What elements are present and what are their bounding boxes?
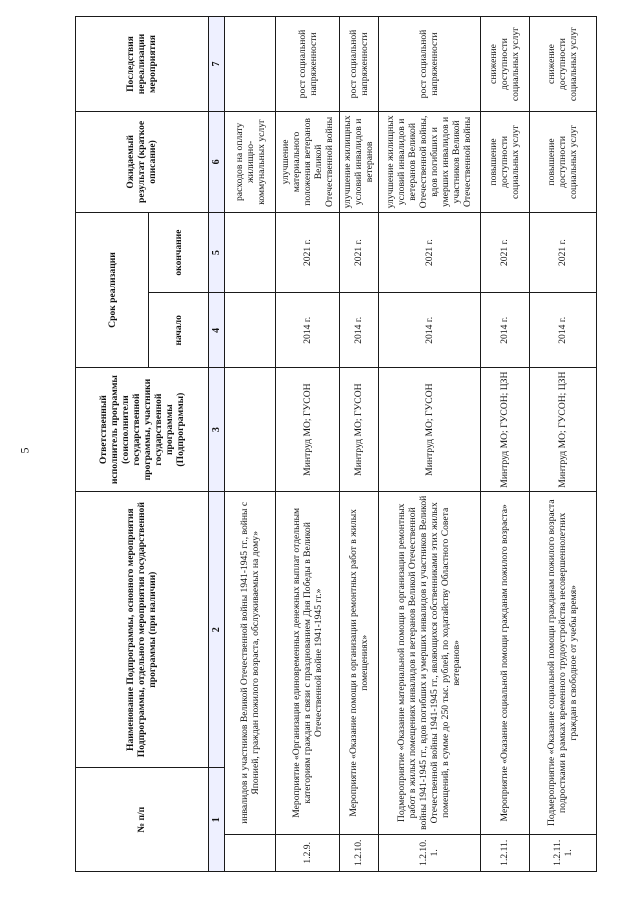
- header-row: [76, 17, 149, 872]
- row-name: Подмероприятие «Оказание материальной помощи в организации ремонтных работ в жилых помещениях инвалидов и ветеранов Великой Отечественной войны 1941-1945 гг., вдов погибших и умерших инвалидов и участников Великой Отечественной войны 1941-1945 гг., являющихся собственниками этих жилых помещений, в сумме до 250 тыс. рублей, по ходатайству Областного Совета ветеранов»: [378, 492, 480, 835]
- program-measures-table: [75, 16, 597, 872]
- row-start: 2014 г.: [276, 293, 339, 368]
- col-number-3: 3: [208, 368, 225, 492]
- row-name: Мероприятие «Оказание помощи в организации ремонтных работ в жилых помещениях»: [339, 492, 378, 835]
- row-consequences: рост социальной напряженности: [276, 17, 339, 112]
- header-responsible: Ответственный исполнитель программы (соисполнители государственной программы, участники государственной программы (Подпрограммы): [76, 368, 209, 492]
- col-number-7: 7: [208, 17, 225, 112]
- row-num: 1.2.9.: [276, 834, 339, 871]
- row-num: 1.2.10.: [339, 834, 378, 871]
- table-row: [225, 17, 276, 872]
- row-name: Мероприятие «Организация единовременных денежных выплат отдельным категориям граждан в связи с празднованием Дня Победы в Великой Отечественной войне 1941-1945 гг.»: [276, 492, 339, 835]
- row-consequences: снижение доступности социальных услуг: [529, 17, 596, 112]
- row-end: 2021 г.: [480, 212, 529, 293]
- column-number-row: [208, 17, 225, 872]
- row-result: улучшение жилищных условий инвалидов и ветеранов: [339, 112, 378, 213]
- row-responsible: Минтруд МО; ГУСОН: [276, 368, 339, 492]
- row-start: 2014 г.: [378, 293, 480, 368]
- header-result: Ожидаемый результат (краткое описание): [76, 112, 209, 213]
- table-row: [378, 17, 480, 872]
- col-number-5: 5: [208, 212, 225, 293]
- row-result: повышение доступности социальных услуг: [529, 112, 596, 213]
- row-start: 2014 г.: [529, 293, 596, 368]
- col-number-1: 1: [208, 768, 225, 872]
- row-start: 2014 г.: [480, 293, 529, 368]
- header-consequences: Последствия нереализации мероприятия: [76, 17, 209, 112]
- row-name: Подмероприятие «Оказание социальной помощи гражданам пожилого возраста подростками в рамках временного трудоустройства несовершеннолетних граждан в свободное от учебы время»: [529, 492, 596, 835]
- table-row: [276, 17, 339, 872]
- header-start: начало: [149, 293, 208, 368]
- table-row: [339, 17, 378, 872]
- row-responsible: Минтруд МО; ГУСОН; ЦЗН: [529, 368, 596, 492]
- row-num: 1.2.11.: [480, 834, 529, 871]
- row-start: [225, 293, 276, 368]
- header-name: Наименование Подпрограммы, основного мероприятия Подпрограммы, отдельного мероприятия государственной программы (при наличии): [76, 492, 209, 768]
- row-result: улучшение материального положения ветеранов Великой Отечественной войны: [276, 112, 339, 213]
- row-end: [225, 212, 276, 293]
- table-row: [529, 17, 596, 872]
- row-consequences: снижение доступности социальных услуг: [480, 17, 529, 112]
- header-term: Срок реализации: [76, 212, 149, 367]
- row-num: 1.2.11. 1.: [529, 834, 596, 871]
- row-responsible: Минтруд МО; ГУСОН: [339, 368, 378, 492]
- page-number: 5: [17, 447, 32, 454]
- header-end: окончание: [149, 212, 208, 293]
- row-consequences: рост социальной напряженности: [378, 17, 480, 112]
- row-end: 2021 г.: [529, 212, 596, 293]
- row-result: повышение доступности социальных услуг: [480, 112, 529, 213]
- row-responsible: [225, 368, 276, 492]
- row-end: 2021 г.: [378, 212, 480, 293]
- row-consequences: [225, 17, 276, 112]
- row-name: инвалидов и участников Великой Отечественной войны 1941-1945 гг., войны с Японией, граждан пожилого возраста, обслуживаемых на дому»: [225, 492, 276, 835]
- row-end: 2021 г.: [339, 212, 378, 293]
- col-number-2: 2: [208, 492, 225, 768]
- row-result: улучшение жилищных условий инвалидов и ветеранов Великой Отечественной войны, вдов погибших и умерших инвалидов и участников Великой Отечественной войны: [378, 112, 480, 213]
- row-num: [225, 834, 276, 871]
- row-start: 2014 г.: [339, 293, 378, 368]
- row-name: Мероприятие «Оказание социальной помощи гражданам пожилого возраста»: [480, 492, 529, 835]
- row-responsible: Минтруд МО; ГУСОН; ЦЗН: [480, 368, 529, 492]
- table-row: [480, 17, 529, 872]
- row-result: расходов на оплату жилищно-коммунальных услуг: [225, 112, 276, 213]
- row-responsible: Минтруд МО; ГУСОН: [378, 368, 480, 492]
- rotated-document-table-wrapper: [75, 16, 597, 872]
- row-consequences: рост социальной напряженности: [339, 17, 378, 112]
- row-num: 1.2.10. 1.: [378, 834, 480, 871]
- header-num: № п/п: [76, 768, 209, 872]
- row-end: 2021 г.: [276, 212, 339, 293]
- col-number-4: 4: [208, 293, 225, 368]
- col-number-6: 6: [208, 112, 225, 213]
